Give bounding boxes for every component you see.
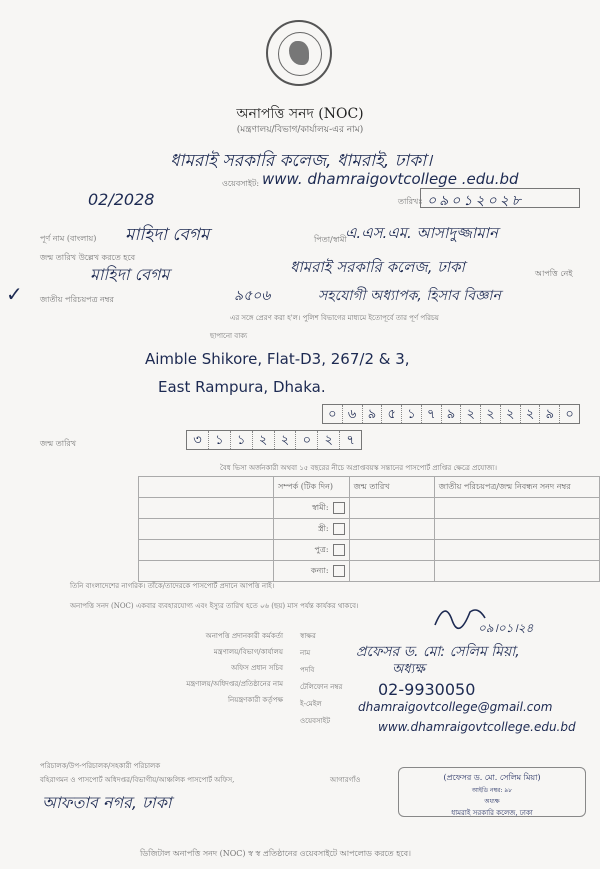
signatory-labels: স্বাক্ষর নাম পদবি টেলিফোন নম্বর ই-মেইল ওয়েবসাইট <box>300 632 343 725</box>
table-row <box>139 498 600 519</box>
print-line-2: জন্ম তারিখ উল্লেখ করতে হবে <box>40 253 136 262</box>
address-line-1: Aimble Shikore, Flat-D3, 267/2 & 3, <box>145 350 410 368</box>
digit-cell: ৭ <box>421 405 441 423</box>
checkbox[interactable] <box>333 523 345 535</box>
applicant-name: মাহিদা বেগম <box>125 225 210 245</box>
dob-label: জন্ম তারিখ <box>40 439 77 448</box>
table-header: সম্পর্ক (টিক দিন) <box>274 477 350 498</box>
memo-number: 02/2028 <box>88 190 155 209</box>
digit-cell: ০ <box>295 431 317 449</box>
signatory-phone: 02-9930050 <box>378 680 476 699</box>
digit-cell: ২ <box>274 431 296 449</box>
relation-label: স্ত্রী: <box>318 523 329 533</box>
print-line-5: জাতীয় পরিচয়পত্র নম্বর <box>40 295 114 304</box>
applicant-id-no: ৯৫০৬ <box>234 288 271 304</box>
print-line-10: বহিরাগমন ও পাসপোর্ট অধিদপ্তর/বিভাগীয়/আঞ্চলিক পাসপোর্ট অফিস, <box>40 776 235 784</box>
digit-cell: ০ <box>559 405 579 423</box>
relation-label: কন্যা: <box>310 565 329 575</box>
signatory-left-labels: অনাপত্তি প্রদানকারী কর্মকর্তা মন্ত্রণালয়/বিভাগ/কার্যালয় অফিস প্রধান সচিব মন্ত্রণালয়/অধিদপ্তর/প্রতিষ্ঠানের নাম নিয়ন্ত্রণকারী কর্তৃপক্ষ <box>186 632 283 704</box>
applicant-designation: সহযোগী অধ্যাপক, হিসাব বিজ্ঞান <box>318 288 501 304</box>
checkbox[interactable] <box>333 565 345 577</box>
memo-date: ০৯০১২০২৮ <box>420 188 580 208</box>
print-line-9: অনাপত্তি সনদ (NOC) একবার ব্যবহারযোগ্য এবং ইস্যুর তারিখ হতে ০৬ (ছয়) মাস পর্যন্ত কার্যকর থাকবে। <box>70 602 359 610</box>
digit-cell: ২ <box>480 405 500 423</box>
recipient-office: আগারগাঁও <box>330 776 361 784</box>
signatory-designation: অধ্যক্ষ <box>392 662 425 677</box>
nid-number-box <box>322 404 580 424</box>
date-label: তারিখঃ <box>398 197 423 206</box>
digit-cell: ২ <box>252 431 274 449</box>
table-header: জন্ম তারিখ <box>349 477 434 498</box>
signatory-website: www.dhamraigovtcollege.edu.bd <box>378 720 576 734</box>
checkmark-icon: ✓ <box>6 282 23 306</box>
office-name: ধামরাই সরকারি কলেজ, ধামরাই, ঢাকা। <box>170 151 433 171</box>
digit-cell: ৫ <box>381 405 401 423</box>
relation-label: পুত্র: <box>314 544 329 554</box>
website-label: ওয়েবসাইট: <box>222 179 260 188</box>
print-line-6: ছাপানো বাক্য <box>210 332 248 340</box>
print-line-8: তিনি বাংলাদেশের নাগরিক। তাঁকে/তাদেরকে পাসপোর্ট প্রদানে আপত্তি নাই। <box>70 582 275 590</box>
applicant-name-repeat: মাহিদা বেগম <box>90 265 170 284</box>
page-title: অনাপত্তি সনদ (NOC) <box>236 106 364 122</box>
table-header: জাতীয় পরিচয়পত্র/জন্ম নিবন্ধন সনদ নম্বর <box>434 477 599 498</box>
recipient-city: আফতাব নগর, ঢাকা <box>42 793 172 812</box>
family-table <box>138 476 600 582</box>
print-line-3: আপত্তি নেই <box>535 269 573 278</box>
official-seal: (প্রফেসর ড. মো. সেলিম মিয়া) আইডি নম্বর: ৯৮ অধ্যক্ষ ধামরাই সরকারি কলেজ, ঢাকা <box>398 767 586 817</box>
relation-label: স্বামী: <box>311 502 329 512</box>
dob-box <box>186 430 362 450</box>
father-label: পিতা/স্বামী <box>314 235 347 244</box>
digit-cell: ২ <box>317 431 339 449</box>
digit-cell: ৯ <box>441 405 461 423</box>
address-line-2: East Rampura, Dhaka. <box>158 378 326 396</box>
table-row <box>139 561 600 582</box>
signatory-name: প্রফেসর ড. মো: সেলিম মিয়া, <box>356 644 520 660</box>
checkbox[interactable] <box>333 544 345 556</box>
signature-date: ০৯।০১।২৪ <box>478 621 534 635</box>
digit-cell: ০ <box>328 407 337 422</box>
digit-cell: ৯ <box>539 405 559 423</box>
office-website: www. dhamraigovtcollege .edu.bd <box>262 170 519 188</box>
digit-cell: ১ <box>230 431 252 449</box>
digit-cell: ২ <box>500 405 520 423</box>
digit-cell: ২ <box>520 405 540 423</box>
government-seal-icon <box>266 20 332 86</box>
footer-note: ডিজিটাল অনাপত্তি সনদ (NOC) স্ব স্ব প্রতিষ্ঠানের ওয়েবসাইটে আপলোড করতে হবে। <box>140 849 411 858</box>
table-row <box>139 540 600 561</box>
digit-cell: ৯ <box>362 405 382 423</box>
digit-cell: ৭ <box>339 431 361 449</box>
digit-cell: ৩ <box>193 433 202 448</box>
digit-cell: ৬ <box>342 405 362 423</box>
applicant-workplace: ধামরাই সরকারি কলেজ, ঢাকা <box>290 258 465 276</box>
digit-cell: ১ <box>208 431 230 449</box>
print-line-7: বৈধ ভিসা অর্জনকারী অথবা ১৫ বছরের নীচে অপ্রাপ্তবয়স্ক সন্তানের পাসপোর্ট প্রাপ্তির ক্ষেত্রে প্রযোজ্য। <box>220 464 498 472</box>
father-name: এ.এস.এম. আসাদুজ্জামান <box>345 224 498 242</box>
recipient-label: পরিচালক/উপ-পরিচালক/সহকারী পরিচালক <box>40 762 161 770</box>
digit-cell: ১ <box>401 405 421 423</box>
signatory-email: dhamraigovtcollege@gmail.com <box>358 700 553 714</box>
print-line-4: এর সঙ্গে প্রেরণ করা হ'ল। পুলিশ বিভাগের মাধ্যমে ইতোপূর্বে তার পূর্ণ পরিচয় <box>230 314 439 322</box>
print-label-name: পূর্ণ নাম (বাংলায়) <box>40 234 97 243</box>
page-subtitle: (মন্ত্রণালয়/বিভাগ/কার্যালয়-এর নাম) <box>236 125 364 135</box>
checkbox[interactable] <box>333 502 345 514</box>
digit-cell: ২ <box>460 405 480 423</box>
table-row <box>139 519 600 540</box>
